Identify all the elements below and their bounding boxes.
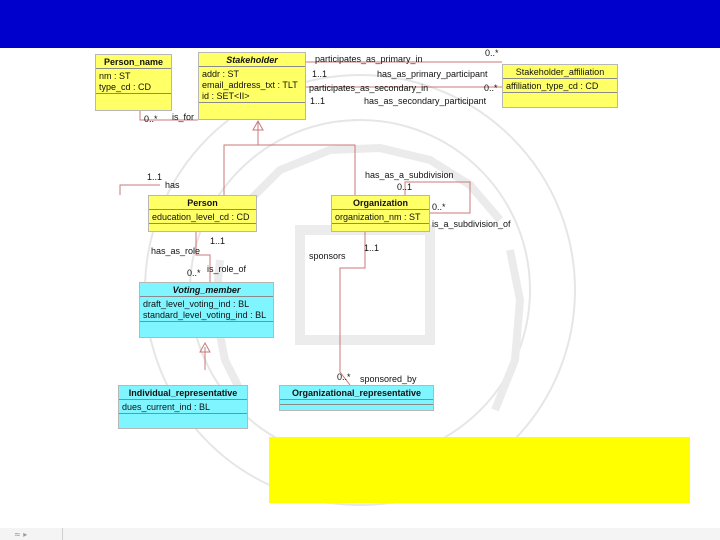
multiplicity-label: 1..1 <box>310 96 326 106</box>
class-organization[interactable] <box>331 195 430 232</box>
attribute: standard_level_voting_ind : BL <box>143 310 267 320</box>
class-name: Voting_member <box>140 283 273 297</box>
class-name: Person_name <box>96 55 171 69</box>
attribute: nm : ST <box>99 71 131 81</box>
role-label: participates_as_secondary_in <box>309 83 429 93</box>
role-label: sponsored_by <box>360 374 417 384</box>
generalization-line <box>224 145 355 195</box>
highlight-note-box <box>269 437 690 503</box>
multiplicity-label: 1..1 <box>147 172 163 182</box>
multiplicity-label: 0..* <box>484 83 498 93</box>
attribute: type_cd : CD <box>99 82 152 92</box>
class-name: Organizational_representative <box>280 386 433 400</box>
class-name: Stakeholder_affiliation <box>503 65 617 79</box>
class-stakeholder-affiliation[interactable] <box>502 64 618 108</box>
attribute: organization_nm : ST <box>335 212 421 222</box>
attribute: draft_level_voting_ind : BL <box>143 299 250 309</box>
multiplicity-label: 1..1 <box>312 69 328 79</box>
role-label: has_as_secondary_participant <box>364 96 487 106</box>
attribute: id : SET<II> <box>202 91 250 101</box>
class-person-name[interactable] <box>95 54 172 111</box>
association-line <box>120 185 160 195</box>
role-label: sponsors <box>309 251 346 261</box>
class-individual-representative[interactable] <box>118 385 248 429</box>
role-label: has <box>165 180 180 190</box>
role-label: is_for <box>172 112 195 122</box>
multiplicity-label: 0..* <box>187 268 201 278</box>
class-voting-member[interactable] <box>139 282 274 338</box>
attribute: addr : ST <box>202 69 240 79</box>
role-label: is_role_of <box>207 264 247 274</box>
attribute: email_address_txt : TLT <box>202 80 298 90</box>
class-name: Individual_representative <box>119 386 247 400</box>
class-person[interactable] <box>148 195 257 232</box>
multiplicity-label: 0..* <box>337 372 351 382</box>
multiplicity-label: 1..1 <box>364 243 380 253</box>
multiplicity-label: 0..* <box>485 48 499 58</box>
class-organizational-representative[interactable] <box>279 385 434 411</box>
class-stakeholder[interactable] <box>198 52 306 120</box>
attribute: affiliation_type_cd : CD <box>506 81 599 91</box>
multiplicity-label: 0..1 <box>397 182 413 192</box>
slide-footer <box>0 528 720 540</box>
footer-divider <box>62 528 63 540</box>
attribute: education_level_cd : CD <box>152 212 250 222</box>
class-name: Person <box>149 196 256 210</box>
role-label: has_as_role <box>151 246 201 256</box>
role-label: is_a_subdivision_of <box>432 219 511 229</box>
class-name: Organization <box>332 196 429 210</box>
footer-mark: ≈ ▸ <box>14 530 28 539</box>
multiplicity-label: 0..* <box>432 202 446 212</box>
multiplicity-label: 0..* <box>144 114 158 124</box>
attribute: dues_current_ind : BL <box>122 402 211 412</box>
role-label: has_as_primary_participant <box>377 69 488 79</box>
role-label: participates_as_primary_in <box>315 54 423 64</box>
class-name: Stakeholder <box>199 53 305 67</box>
multiplicity-label: 1..1 <box>210 236 226 246</box>
role-label: has_as_a_subdivision <box>365 170 454 180</box>
